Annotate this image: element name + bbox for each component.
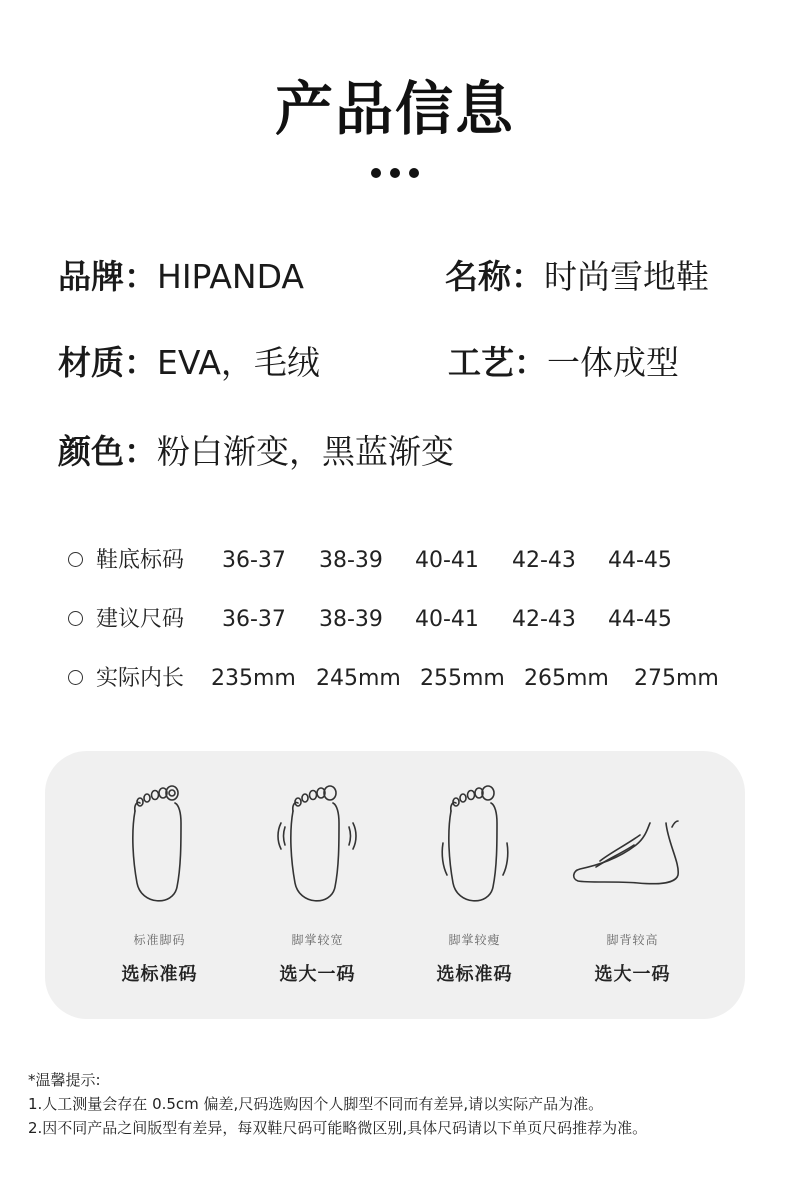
- size-value: 36-37: [222, 607, 286, 632]
- name-info: [445, 252, 709, 302]
- size-value: 38-39: [319, 607, 383, 632]
- material-label: 材质：: [58, 343, 157, 382]
- size-value: 245mm: [316, 666, 401, 691]
- size-row-label: 鞋底标码: [96, 548, 185, 573]
- size-value: 42-43: [512, 548, 576, 573]
- fit-advice: 选标准码: [121, 964, 198, 985]
- notes-heading: *温馨提示:: [28, 1071, 101, 1089]
- info-row-2: [0, 338, 790, 388]
- size-value: 255mm: [420, 666, 505, 691]
- size-value: 40-41: [415, 607, 479, 632]
- high-instep-foot-icon: [568, 783, 698, 913]
- size-row-inner-length: [68, 664, 748, 694]
- size-value: 42-43: [512, 607, 576, 632]
- color-value: 粉白渐变，黑蓝渐变: [157, 432, 454, 471]
- brand-info: [58, 252, 304, 302]
- fit-item-high-instep: [545, 751, 720, 1019]
- size-value: 275mm: [634, 666, 719, 691]
- fit-item-wide: [230, 751, 405, 1019]
- material-info: [58, 338, 320, 388]
- notes-line: 2.因不同产品之间版型有差异，每双鞋尺码可能略微区别,具体尺码请以下单页尺码推荐为准。: [28, 1119, 648, 1137]
- size-value: 265mm: [524, 666, 609, 691]
- size-value: 40-41: [415, 548, 479, 573]
- fit-caption: 标准脚码: [133, 933, 186, 947]
- craft-value: 一体成型: [547, 343, 679, 382]
- standard-foot-icon: [125, 783, 195, 913]
- name-value: 时尚雪地鞋: [544, 257, 709, 296]
- narrow-foot-icon: [435, 783, 515, 913]
- size-value: 44-45: [608, 548, 672, 573]
- dot: [409, 168, 419, 178]
- size-row-recommended: [68, 605, 728, 635]
- color-info: [58, 427, 454, 477]
- radio-circle-icon: [68, 611, 83, 626]
- size-row-sole: [68, 546, 728, 576]
- info-row-3: [0, 427, 790, 477]
- craft-info: [448, 338, 679, 388]
- color-label: 颜色：: [58, 432, 157, 471]
- size-row-label: 实际内长: [96, 666, 185, 691]
- fit-caption: 脚掌较瘦: [448, 933, 501, 947]
- title-dots-decoration: [0, 168, 790, 178]
- brand-label: 品牌：: [58, 257, 157, 296]
- notes-section: [28, 1068, 647, 1140]
- brand-value: HIPANDA: [157, 257, 305, 296]
- fit-caption: 脚掌较宽: [291, 933, 344, 947]
- notes-line: 1.人工测量会存在 0.5cm 偏差,尺码选购因个人脚型不同而有差异,请以实际产品为准。: [28, 1095, 604, 1113]
- fit-item-standard: [72, 751, 247, 1019]
- size-value: 44-45: [608, 607, 672, 632]
- info-row-1: [0, 252, 790, 302]
- size-value: 235mm: [211, 666, 296, 691]
- size-value: 36-37: [222, 548, 286, 573]
- name-label: 名称：: [445, 257, 544, 296]
- wide-foot-icon: [273, 783, 363, 913]
- fit-caption: 脚背较高: [606, 933, 659, 947]
- fit-advice: 选标准码: [436, 964, 513, 985]
- fit-advice: 选大一码: [279, 964, 356, 985]
- dot: [390, 168, 400, 178]
- craft-label: 工艺：: [448, 343, 547, 382]
- size-row-label: 建议尺码: [96, 607, 185, 632]
- material-value: EVA，毛绒: [157, 343, 320, 382]
- dot: [371, 168, 381, 178]
- fit-item-narrow: [387, 751, 562, 1019]
- size-value: 38-39: [319, 548, 383, 573]
- radio-circle-icon: [68, 670, 83, 685]
- radio-circle-icon: [68, 552, 83, 567]
- fit-advice: 选大一码: [594, 964, 671, 985]
- fit-guide-panel: [45, 751, 745, 1019]
- page-title: 产品信息: [274, 75, 515, 143]
